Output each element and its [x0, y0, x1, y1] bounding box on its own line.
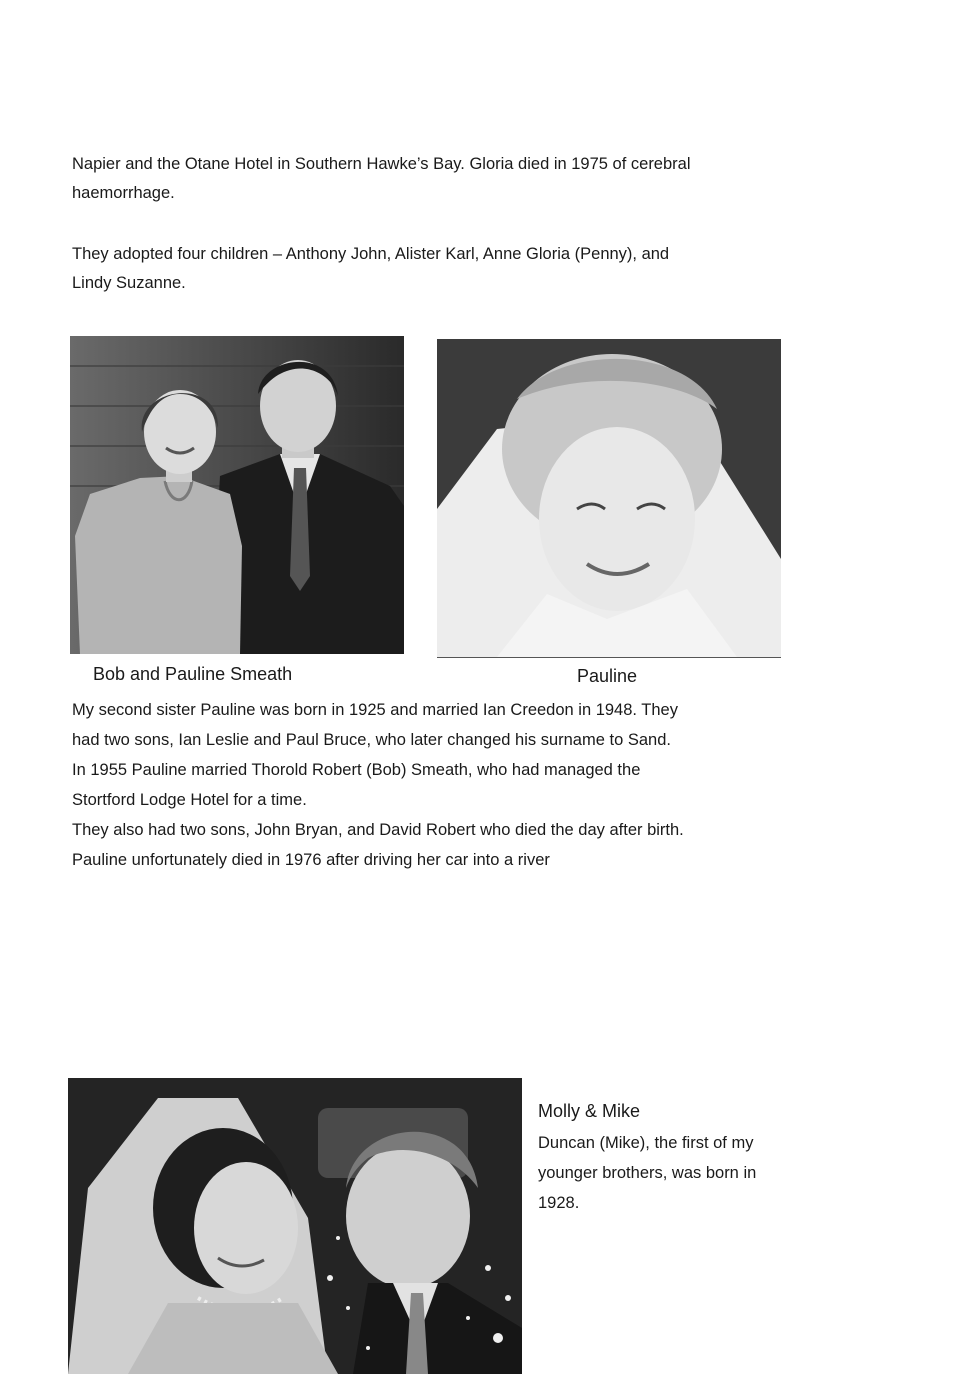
- bob-and-pauline-caption: Bob and Pauline Smeath: [93, 664, 293, 684]
- pauline-line: had two sons, Ian Leslie and Paul Bruce, who later changed his surname to Sand.: [72, 731, 671, 749]
- pauline-line: In 1955 Pauline married Thorold Robert (Bob) Smeath, who had managed the: [72, 761, 641, 779]
- molly-and-mike-line: 1928.: [538, 1194, 580, 1212]
- pauline-paragraph: [72, 695, 684, 875]
- pauline-line: Stortford Lodge Hotel for a time.: [72, 791, 307, 809]
- molly-and-mike-line: Duncan (Mike), the first of my: [538, 1134, 754, 1152]
- pauline-photo: [437, 339, 781, 657]
- bob-and-pauline-photo: [70, 336, 404, 654]
- children-line: Lindy Suzanne.: [72, 274, 186, 292]
- intro-line: haemorrhage.: [72, 184, 175, 202]
- molly-and-mike-photo: [68, 1078, 522, 1374]
- pauline-line: They also had two sons, John Bryan, and David Robert who died the day after birth.: [72, 821, 684, 839]
- children-paragraph: [72, 240, 669, 298]
- molly-and-mike-line: younger brothers, was born in: [538, 1164, 757, 1182]
- children-line: They adopted four children – Anthony John, Alister Karl, Anne Gloria (Penny), and: [72, 245, 670, 263]
- molly-and-mike-text: [538, 1096, 756, 1218]
- intro-line: Napier and the Otane Hotel in Southern Hawke’s Bay. Gloria died in 1975 of cerebral: [72, 155, 691, 173]
- pauline-caption: Pauline: [577, 666, 638, 686]
- intro-paragraph: [72, 150, 691, 208]
- pauline-line: Pauline unfortunately died in 1976 after driving her car into a river: [72, 851, 550, 869]
- pauline-line: My second sister Pauline was born in 1925 and married Ian Creedon in 1948. They: [72, 701, 678, 719]
- pauline-photo-underline: [437, 657, 781, 658]
- molly-and-mike-caption: Molly & Mike: [538, 1101, 641, 1121]
